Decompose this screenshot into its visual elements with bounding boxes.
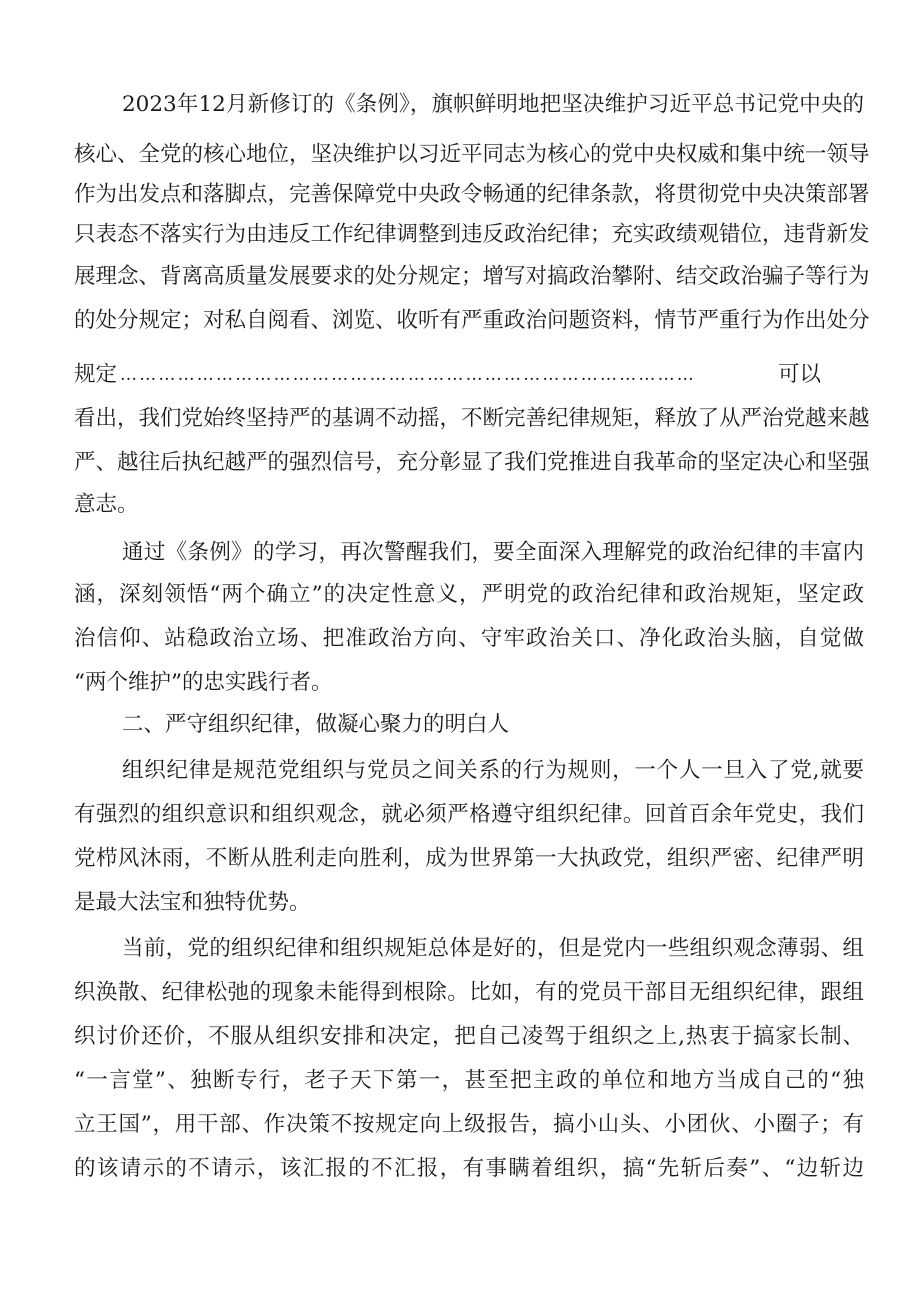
paragraph-4-line-3: 织讨价还价，不服从组织安排和决定，把自己凌驾于组织之上,热衷于搞家长制、 [74,1024,864,1049]
paragraph-1-line-10: 意志。 [74,492,139,517]
paragraph-2-line-2: 涵，深刻领悟“两个确立”的决定性意义，严明党的政治纪律和政治规矩，坚定政 [74,582,864,607]
dotted-leader-row [74,360,864,390]
paragraph-1-line-9: 严、越往后执纪越严的强烈信号，充分彰显了我们党推进自我革命的坚定决心和坚强 [74,450,870,475]
paragraph-3-line-4: 是最大法宝和独特优势。 [74,890,311,915]
paragraph-1-line-3: 作为出发点和落脚点，完善保障党中央政令畅通的纪律条款，将贯彻党中央决策部署 [74,182,870,207]
paragraph-1-line-5: 展理念、背离高质量发展要求的处分规定；增写对搞政治攀附、结交政治骗子等行为 [74,264,870,289]
paragraph-3-line-1: 组织纪律是规范党组织与党员之间关系的行为规则，一个人一旦入了党,就要 [122,758,864,783]
paragraph-4-line-2: 织涣散、纪律松弛的现象未能得到根除。比如，有的党员干部目无组织纪律，跟组 [74,980,864,1005]
paragraph-1-line-8: 看出，我们党始终坚持严的基调不动摇，不断完善纪律规矩，释放了从严治党越来越 [74,406,870,431]
dotted-row-lead-text: 规定 [74,362,118,387]
dotted-leader: ……………………………………………………………………………… [120,365,696,385]
paragraph-2-line-1: 通过《条例》的学习，再次警醒我们，要全面深入理解党的政治纪律的丰富内 [122,540,864,565]
paragraph-4-line-4: “一言堂”、独断专行，老子天下第一，甚至把主政的单位和地方当成自己的“独 [74,1068,864,1093]
paragraph-3-line-2: 有强烈的组织意识和组织观念，就必须严格遵守组织纪律。回首百余年党史，我们 [74,802,864,827]
paragraph-3-line-3: 党栉风沐雨，不断从胜利走向胜利，成为世界第一大执政党，组织严密、纪律严明 [74,846,864,871]
paragraph-1-line-2: 核心、全党的核心地位，坚决维护以习近平同志为核心的党中央权威和集中统一领导 [74,142,870,167]
paragraph-2-line-4: “两个维护”的忠实践行者。 [74,670,333,695]
paragraph-1-line-6: 的处分规定；对私自阅看、浏览、收听有严重政治问题资料，情节严重行为作出处分 [74,308,870,333]
paragraph-4-line-1: 当前，党的组织纪律和组织规矩总体是好的，但是党内一些组织观念薄弱、组 [122,936,864,961]
section-heading: 二、严守组织纪律，做凝心聚力的明白人 [122,712,510,737]
paragraph-2-line-3: 治信仰、站稳政治立场、把准政治方向、守牢政治关口、净化政治头脑，自觉做 [74,626,864,651]
paragraph-4-line-5: 立王国”，用干部、作决策不按规定向上级报告，搞小山头、小团伙、小圈子；有 [74,1112,864,1137]
dotted-row-tail-text: 可以 [778,362,822,387]
paragraph-4-line-6: 的该请示的不请示，该汇报的不汇报，有事瞒着组织，搞“先斩后奏”、“边斩边 [74,1156,864,1181]
paragraph-1-line-4: 只表态不落实行为由违反工作纪律调整到违反政治纪律；充实政绩观错位，违背新发 [74,222,870,247]
paragraph-1-line-1: 2023年12月新修订的《条例》，旗帜鲜明地把坚决维护习近平总书记党中央的 [122,92,864,117]
